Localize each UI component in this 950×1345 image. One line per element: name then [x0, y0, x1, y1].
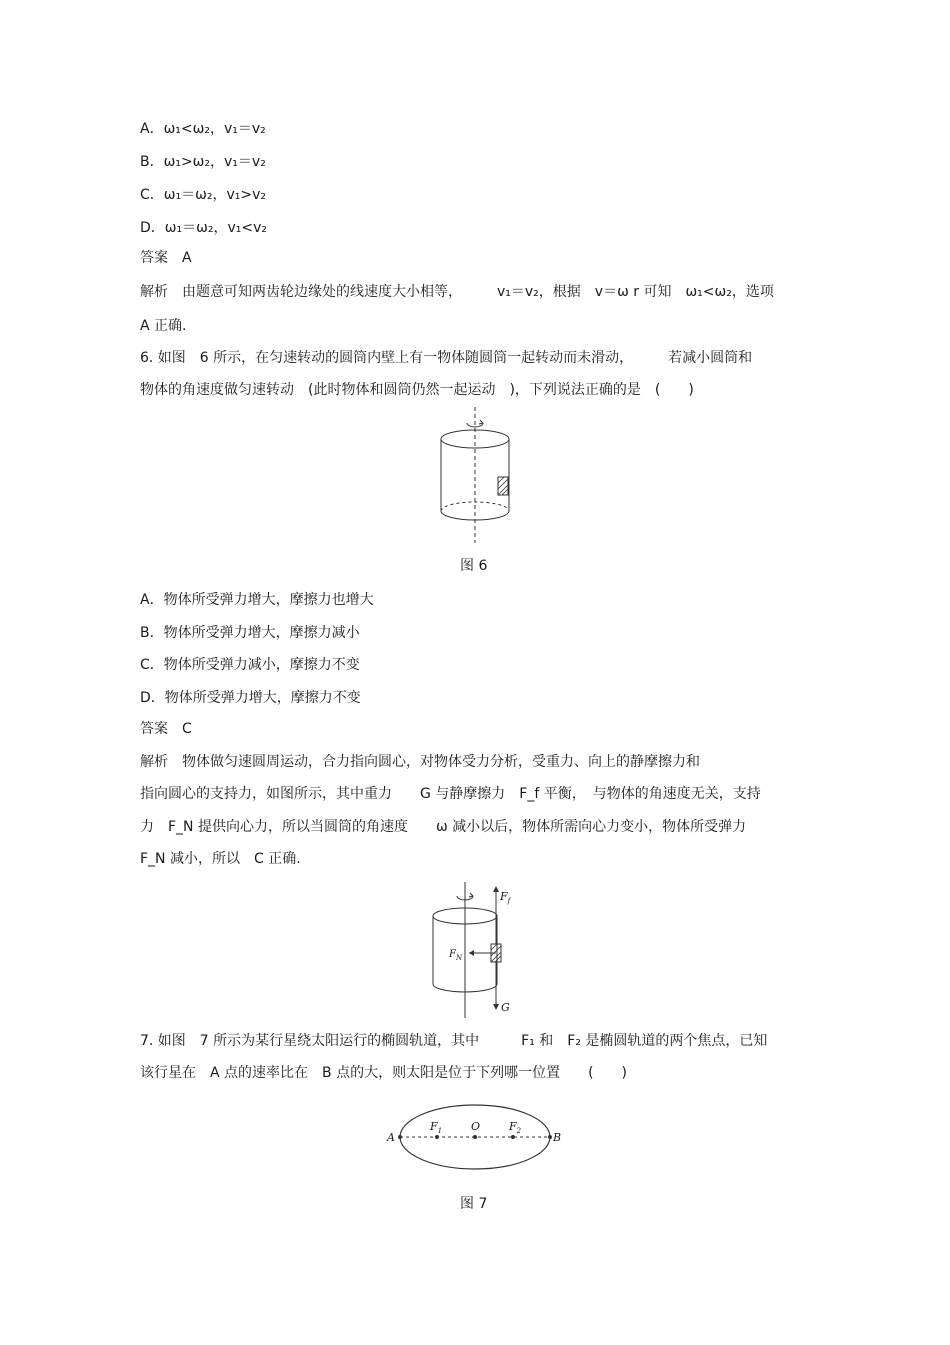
q5-analysis-line-1: 解析 由题意可知两齿轮边缘处的线速度大小相等， v₁＝v₂，根据 v＝ω r 可知 ω₁<ω₂，选项 [140, 284, 774, 300]
q6-analysis-line-2: 指向圆心的支持力，如图所示，其中重力 G 与静摩擦力 F_f 平衡， 与物体的角速度无关，支持 [140, 786, 761, 802]
center-o-label: O [471, 1120, 481, 1133]
focus-f1-label: $F_1$ [430, 1120, 443, 1135]
q6-option-b: B．物体所受弹力增大，摩擦力减小 [140, 625, 360, 641]
figure-6-cylinder [425, 405, 525, 545]
q5-option-d: D．ω₁＝ω₂，v₁<v₂ [140, 220, 267, 236]
q6-stem-line-2: 物体的角速度做匀速转动 (此时物体和圆筒仍然一起运动 )，下列说法正确的是 ( ) [140, 382, 694, 398]
q7-stem-line-1: 7. 如图 7 所示为某行星绕太阳运行的椭圆轨道，其中 F₁ 和 F₂ 是椭圆轨道的两个焦点，已知 [140, 1033, 768, 1049]
q5-option-a: A．ω₁<ω₂，v₁＝v₂ [140, 121, 266, 137]
figure-force-diagram [425, 880, 525, 1020]
q7-stem-line-2: 该行星在 A 点的速率比在 B 点的大，则太阳是位于下列哪一位置 ( ) [140, 1065, 628, 1081]
figure-6-caption: 图 6 [460, 558, 488, 574]
q6-option-d: D．物体所受弹力增大，摩擦力不变 [140, 690, 361, 706]
gravity-label: G [501, 1001, 510, 1014]
point-b-label: B [553, 1131, 562, 1144]
focus-f2-label: $F_2$ [509, 1120, 522, 1135]
q6-option-a: A．物体所受弹力增大，摩擦力也增大 [140, 592, 374, 608]
normal-force-label: $F_N$ [449, 949, 463, 962]
q6-option-c: C．物体所受弹力减小，摩擦力不变 [140, 657, 360, 673]
q5-answer: 答案 A [140, 250, 192, 266]
q5-analysis-line-2: A 正确. [140, 318, 187, 334]
q6-analysis-line-3: 力 F_N 提供向心力，所以当圆筒的角速度 ω 减小以后，物体所需向心力变小，物体所受弹力 [140, 819, 747, 835]
q5-option-c: C．ω₁＝ω₂，v₁>v₂ [140, 187, 266, 203]
point-a-label: A [387, 1131, 395, 1144]
q6-analysis-line-4: F_N 减小，所以 C 正确. [140, 851, 301, 867]
figure-7-caption: 图 7 [460, 1196, 488, 1212]
q6-analysis-line-1: 解析 物体做匀速圆周运动，合力指向圆心，对物体受力分析，受重力、向上的静摩擦力和 [140, 754, 700, 770]
q5-option-b: B．ω₁>ω₂，v₁＝v₂ [140, 154, 266, 170]
figure-7-ellipse-orbit [383, 1100, 573, 1190]
q6-stem-line-1: 6. 如图 6 所示，在匀速转动的圆筒内壁上有一物体随圆筒一起转动而未滑动， 若减小圆筒和 [140, 350, 753, 366]
q6-answer: 答案 C [140, 721, 192, 737]
friction-force-label: $F_f$ [500, 890, 511, 905]
